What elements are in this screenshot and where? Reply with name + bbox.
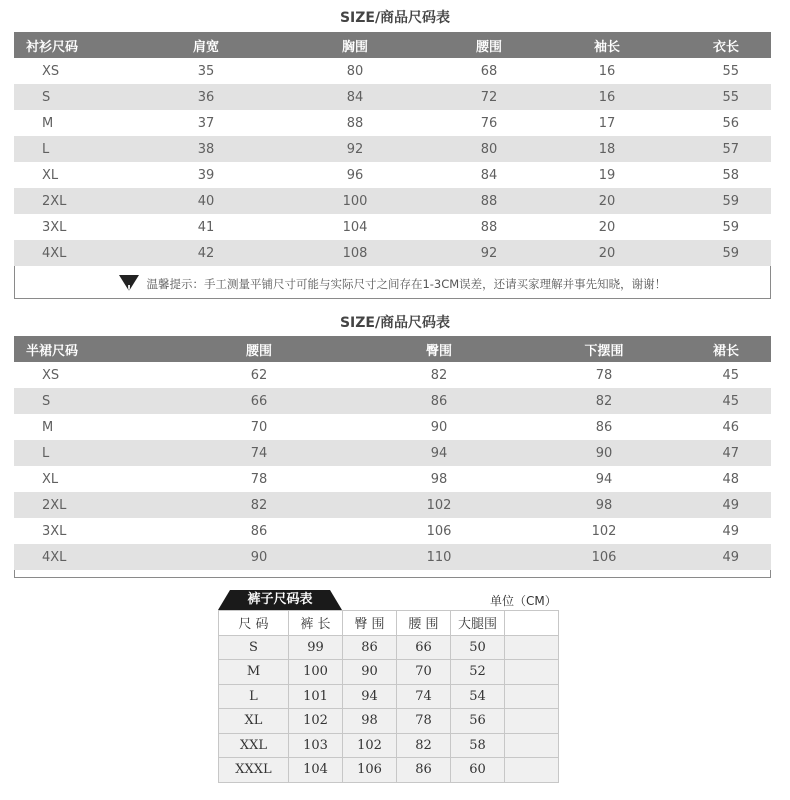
pants-cell <box>505 709 559 734</box>
shirt-cell: 59 <box>666 188 771 214</box>
skirt-cell: 86 <box>354 388 524 414</box>
shirt-row <box>14 58 771 84</box>
pants-header-2: 臀 围 <box>343 611 397 636</box>
shirt-cell: M <box>14 110 132 136</box>
pants-cell: 106 <box>343 758 397 783</box>
pants-row <box>219 684 559 709</box>
pants-cell: 56 <box>451 709 505 734</box>
shirt-cell: 42 <box>132 240 280 266</box>
skirt-cell: 98 <box>354 466 524 492</box>
shirt-cell: 84 <box>430 162 548 188</box>
pants-header-3: 腰 围 <box>397 611 451 636</box>
pants-cell: 104 <box>289 758 343 783</box>
skirt-header-2: 臀围 <box>354 336 524 362</box>
shirt-cell: 20 <box>548 240 666 266</box>
shirt-cell: 68 <box>430 58 548 84</box>
shirt-cell: 55 <box>666 84 771 110</box>
shirt-row <box>14 136 771 162</box>
pants-cell: 54 <box>451 684 505 709</box>
shirt-cell: 40 <box>132 188 280 214</box>
skirt-cell: 90 <box>354 414 524 440</box>
skirt-cell: 98 <box>524 492 684 518</box>
pants-header-4: 大腿围 <box>451 611 505 636</box>
pants-tab-label: 裤子尺码表 <box>247 592 313 607</box>
skirt-cell: 102 <box>524 518 684 544</box>
pants-row <box>219 635 559 660</box>
skirt-cell: 82 <box>164 492 354 518</box>
shirt-cell: 20 <box>548 188 666 214</box>
skirt-cell: 106 <box>524 544 684 570</box>
pants-cell <box>505 733 559 758</box>
skirt-row <box>14 440 771 466</box>
skirt-row <box>14 492 771 518</box>
skirt-row <box>14 362 771 388</box>
shirt-cell: 56 <box>666 110 771 136</box>
skirt-cell: 82 <box>354 362 524 388</box>
pants-cell: 103 <box>289 733 343 758</box>
pants-row <box>219 758 559 783</box>
shirt-cell: 2XL <box>14 188 132 214</box>
shirt-cell: 88 <box>430 214 548 240</box>
skirt-cell: 49 <box>684 544 771 570</box>
pants-cell: 52 <box>451 660 505 685</box>
skirt-cell: XS <box>14 362 164 388</box>
skirt-cell: 74 <box>164 440 354 466</box>
pants-cell: M <box>219 660 289 685</box>
skirt-cell: 45 <box>684 388 771 414</box>
shirt-cell: 100 <box>280 188 430 214</box>
shirt-cell: 88 <box>430 188 548 214</box>
shirt-header-5: 衣长 <box>666 32 771 58</box>
pants-cell: 74 <box>397 684 451 709</box>
skirt-header-3: 下摆围 <box>524 336 684 362</box>
skirt-cell: M <box>14 414 164 440</box>
pants-cell: 50 <box>451 635 505 660</box>
shirt-cell: 80 <box>280 58 430 84</box>
pants-cell: 101 <box>289 684 343 709</box>
pants-cell: 102 <box>343 733 397 758</box>
shirt-row <box>14 214 771 240</box>
shirt-cell: 18 <box>548 136 666 162</box>
skirt-row <box>14 518 771 544</box>
shirt-row <box>14 240 771 266</box>
skirt-cell: 4XL <box>14 544 164 570</box>
pants-cell: 86 <box>343 635 397 660</box>
shirt-header-0: 衬衫尺码 <box>14 32 132 58</box>
skirt-cell: 66 <box>164 388 354 414</box>
skirt-cell: L <box>14 440 164 466</box>
pants-header-5 <box>505 611 559 636</box>
pants-cell: 90 <box>343 660 397 685</box>
pants-row <box>219 709 559 734</box>
pants-cell <box>505 684 559 709</box>
shirt-cell: 55 <box>666 58 771 84</box>
skirt-cell: 110 <box>354 544 524 570</box>
pants-cell: 82 <box>397 733 451 758</box>
pants-cell <box>505 635 559 660</box>
skirt-row <box>14 544 771 570</box>
skirt-row <box>14 466 771 492</box>
skirt-table-title: SIZE/商品尺码表 <box>339 315 451 331</box>
shirt-cell: 17 <box>548 110 666 136</box>
skirt-cell: 2XL <box>14 492 164 518</box>
skirt-cell: 78 <box>524 362 684 388</box>
skirt-header-1: 腰围 <box>164 336 354 362</box>
pants-cell <box>505 758 559 783</box>
pants-cell: 78 <box>397 709 451 734</box>
skirt-cell: 45 <box>684 362 771 388</box>
skirt-row <box>14 414 771 440</box>
skirt-header-4: 裙长 <box>684 336 771 362</box>
skirt-cell: 90 <box>164 544 354 570</box>
skirt-cell: 86 <box>524 414 684 440</box>
shirt-cell: 84 <box>280 84 430 110</box>
skirt-cell: 48 <box>684 466 771 492</box>
skirt-cell: 106 <box>354 518 524 544</box>
shirt-table-title: SIZE/商品尺码表 <box>339 10 451 26</box>
shirt-cell: 88 <box>280 110 430 136</box>
shirt-cell: 80 <box>430 136 548 162</box>
shirt-cell: 20 <box>548 214 666 240</box>
shirt-row <box>14 188 771 214</box>
shirt-header-2: 胸围 <box>280 32 430 58</box>
shirt-cell: 59 <box>666 214 771 240</box>
skirt-header-0: 半裙尺码 <box>14 336 164 362</box>
shirt-cell: L <box>14 136 132 162</box>
skirt-cell: 49 <box>684 518 771 544</box>
skirt-cell: 94 <box>524 466 684 492</box>
skirt-cell: XL <box>14 466 164 492</box>
skirt-cell: 78 <box>164 466 354 492</box>
shirt-cell: 58 <box>666 162 771 188</box>
shirt-row <box>14 162 771 188</box>
skirt-cell: 46 <box>684 414 771 440</box>
shirt-header-1: 肩宽 <box>132 32 280 58</box>
skirt-cell: 47 <box>684 440 771 466</box>
pants-cell: S <box>219 635 289 660</box>
shirt-cell: 39 <box>132 162 280 188</box>
shirt-cell: 16 <box>548 84 666 110</box>
measurement-note-text: 温馨提示：手工测量平铺尺寸可能与实际尺寸之间存在1-3CM误差，还请买家理解并事先知晓，谢谢！ <box>146 277 667 291</box>
pants-size-table <box>218 610 559 783</box>
pants-unit-label: 单位（CM） <box>490 594 557 608</box>
skirt-size-table <box>14 336 771 570</box>
shirt-header-4: 袖长 <box>548 32 666 58</box>
shirt-header-3: 腰围 <box>430 32 548 58</box>
pants-cell: 98 <box>343 709 397 734</box>
shirt-cell: 35 <box>132 58 280 84</box>
shirt-cell: 16 <box>548 58 666 84</box>
pants-cell: 58 <box>451 733 505 758</box>
shirt-cell: 92 <box>430 240 548 266</box>
skirt-row <box>14 388 771 414</box>
skirt-cell: S <box>14 388 164 414</box>
pants-cell: 66 <box>397 635 451 660</box>
shirt-cell: 57 <box>666 136 771 162</box>
pants-cell: 86 <box>397 758 451 783</box>
pants-cell: 99 <box>289 635 343 660</box>
skirt-cell: 94 <box>354 440 524 466</box>
shirt-cell: 37 <box>132 110 280 136</box>
pants-cell: XXXL <box>219 758 289 783</box>
shirt-cell: 108 <box>280 240 430 266</box>
shirt-cell: 3XL <box>14 214 132 240</box>
skirt-cell: 102 <box>354 492 524 518</box>
shirt-row <box>14 84 771 110</box>
skirt-cell: 49 <box>684 492 771 518</box>
skirt-cell: 3XL <box>14 518 164 544</box>
skirt-cell: 82 <box>524 388 684 414</box>
pants-header-1: 裤 长 <box>289 611 343 636</box>
shirt-cell: 36 <box>132 84 280 110</box>
skirt-cell: 86 <box>164 518 354 544</box>
pants-row <box>219 660 559 685</box>
shirt-cell: 76 <box>430 110 548 136</box>
shirt-cell: 19 <box>548 162 666 188</box>
skirt-cell: 90 <box>524 440 684 466</box>
shirt-size-table <box>14 32 771 266</box>
pants-cell: 100 <box>289 660 343 685</box>
pants-cell: 70 <box>397 660 451 685</box>
shirt-cell: 41 <box>132 214 280 240</box>
shirt-row <box>14 110 771 136</box>
pants-cell: XXL <box>219 733 289 758</box>
shirt-cell: 104 <box>280 214 430 240</box>
pants-cell: 60 <box>451 758 505 783</box>
shirt-cell: 59 <box>666 240 771 266</box>
shirt-cell: 72 <box>430 84 548 110</box>
shirt-cell: 38 <box>132 136 280 162</box>
shirt-cell: S <box>14 84 132 110</box>
pants-cell <box>505 660 559 685</box>
skirt-cell: 70 <box>164 414 354 440</box>
pants-cell: 102 <box>289 709 343 734</box>
warning-icon: ! <box>119 275 139 291</box>
pants-cell: XL <box>219 709 289 734</box>
shirt-cell: XS <box>14 58 132 84</box>
pants-row <box>219 733 559 758</box>
pants-cell: L <box>219 684 289 709</box>
pants-header-0: 尺 码 <box>219 611 289 636</box>
shirt-cell: 96 <box>280 162 430 188</box>
skirt-cell: 62 <box>164 362 354 388</box>
shirt-cell: 4XL <box>14 240 132 266</box>
shirt-cell: XL <box>14 162 132 188</box>
measurement-note <box>14 270 771 298</box>
pants-cell: 94 <box>343 684 397 709</box>
shirt-cell: 92 <box>280 136 430 162</box>
pants-table-tab <box>218 590 342 610</box>
